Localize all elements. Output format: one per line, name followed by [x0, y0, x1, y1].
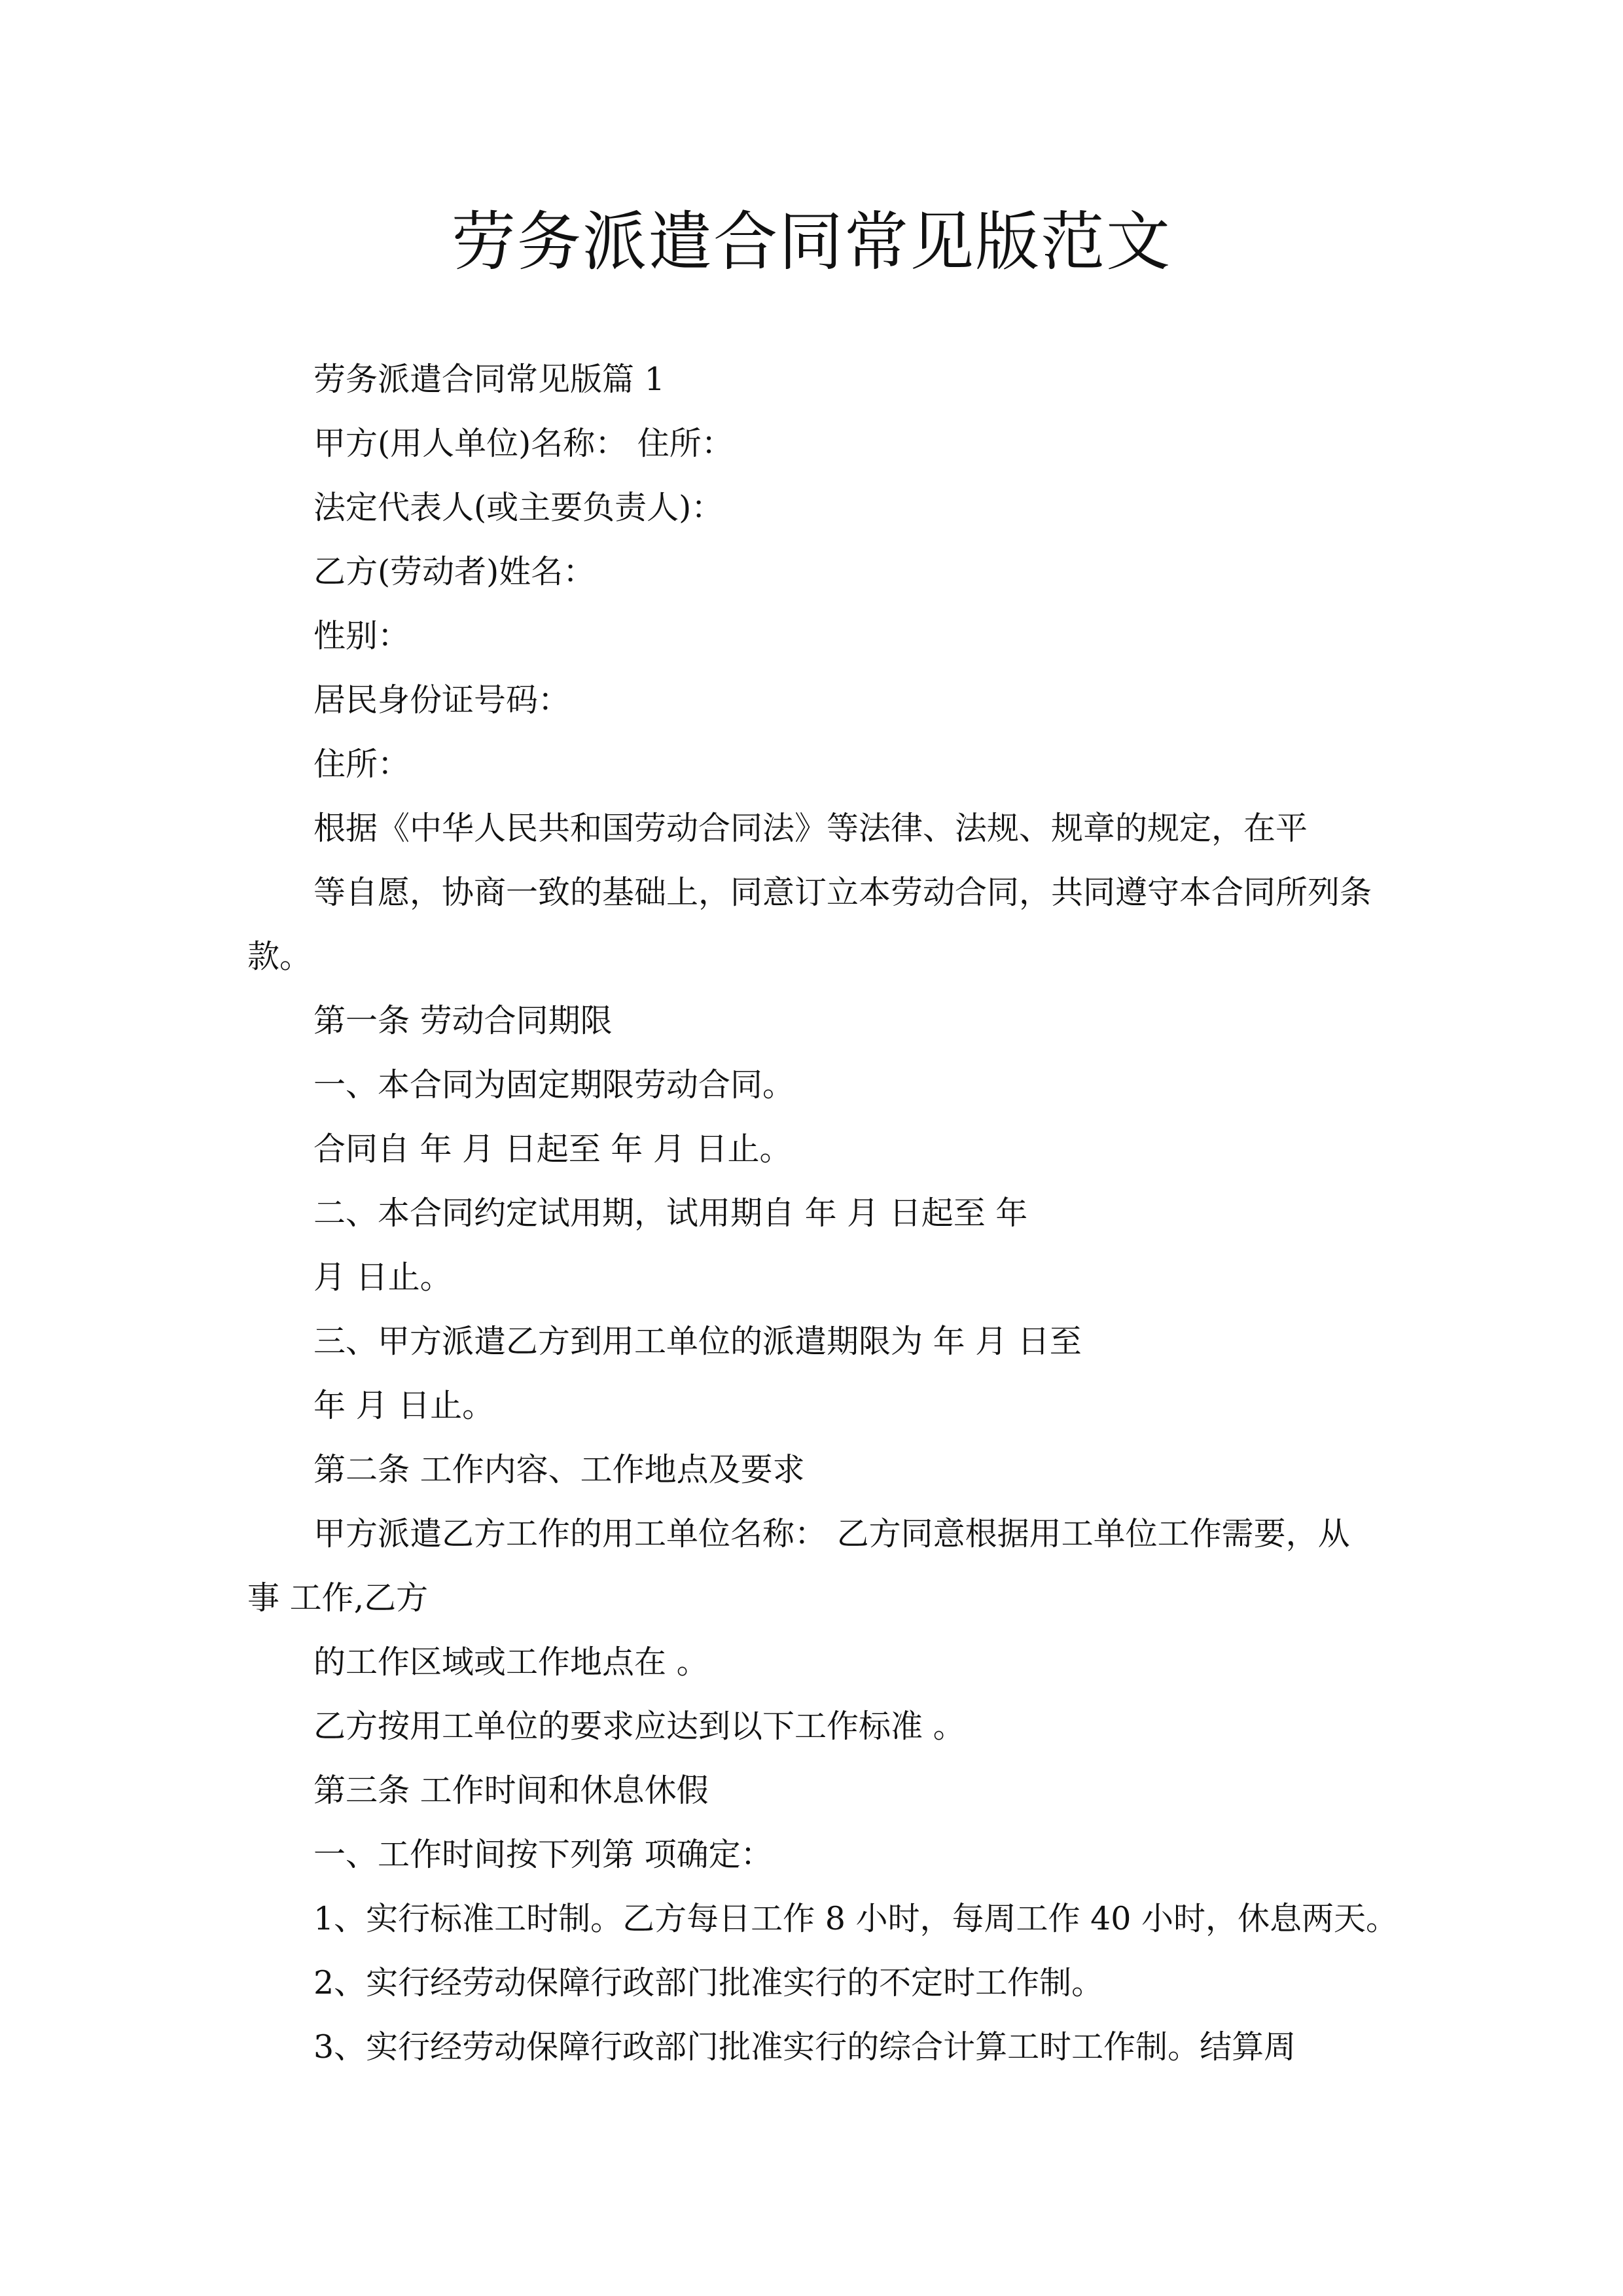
- paragraph-line: 的工作区域或工作地点在 。: [313, 1643, 709, 1681]
- paragraph-line: 居民身份证号码：: [313, 681, 571, 719]
- paragraph-line: 性别：: [313, 617, 410, 655]
- article-heading: 第三条 工作时间和休息休假: [313, 1772, 709, 1809]
- paragraph-line: 住所：: [313, 745, 410, 783]
- paragraph-line: 乙方(劳动者)姓名：: [313, 553, 596, 590]
- paragraph-line: 3、实行经劳动保障行政部门批准实行的综合计算工时工作制。结算周: [313, 2028, 1296, 2066]
- article-heading: 第二条 工作内容、工作地点及要求: [313, 1451, 805, 1488]
- paragraph-line: 2、实行经劳动保障行政部门批准实行的不定时工作制。: [313, 1964, 1104, 2001]
- paragraph-line: 甲方派遣乙方工作的用工单位名称： 乙方同意根据用工单位工作需要，从: [313, 1515, 1350, 1552]
- paragraph-line: 乙方按用工单位的要求应达到以下工作标准 。: [313, 1708, 965, 1745]
- paragraph-line: 年 月 日止。: [313, 1387, 495, 1424]
- section-heading: 劳务派遣合同常见版篇 1: [313, 361, 665, 398]
- paragraph-line: 款。: [247, 938, 312, 975]
- paragraph-line: 根据《中华人民共和国劳动合同法》等法律、法规、规章的规定，在平: [313, 810, 1308, 847]
- paragraph-line: 等自愿，协商一致的基础上，同意订立本劳动合同，共同遵守本合同所列条: [313, 874, 1372, 911]
- paragraph-line: 甲方(用人单位)名称： 住所：: [313, 425, 734, 462]
- article-heading: 第一条 劳动合同期限: [313, 1002, 613, 1039]
- paragraph-line: 一、本合同为固定期限劳动合同。: [313, 1066, 795, 1103]
- paragraph-line: 合同自 年 月 日起至 年 月 日止。: [313, 1130, 792, 1168]
- paragraph-line: 1、实行标准工时制。乙方每日工作 8 小时，每周工作 40 小时，休息两天。: [313, 1900, 1399, 1937]
- paragraph-line: 三、甲方派遣乙方到用工单位的派遣期限为 年 月 日至: [313, 1323, 1082, 1360]
- paragraph-line: 事 工作,乙方: [247, 1579, 429, 1617]
- document-title: 劳务派遣合同常见版范文: [451, 205, 1171, 279]
- document-body: [0, 348, 1623, 2079]
- paragraph-line: 月 日止。: [313, 1259, 452, 1296]
- paragraph-line: 二、本合同约定试用期，试用期自 年 月 日起至 年: [313, 1194, 1028, 1232]
- paragraph-line: 法定代表人(或主要负责人)：: [313, 489, 724, 526]
- paragraph-line: 一、工作时间按下列第 项确定：: [313, 1836, 773, 1873]
